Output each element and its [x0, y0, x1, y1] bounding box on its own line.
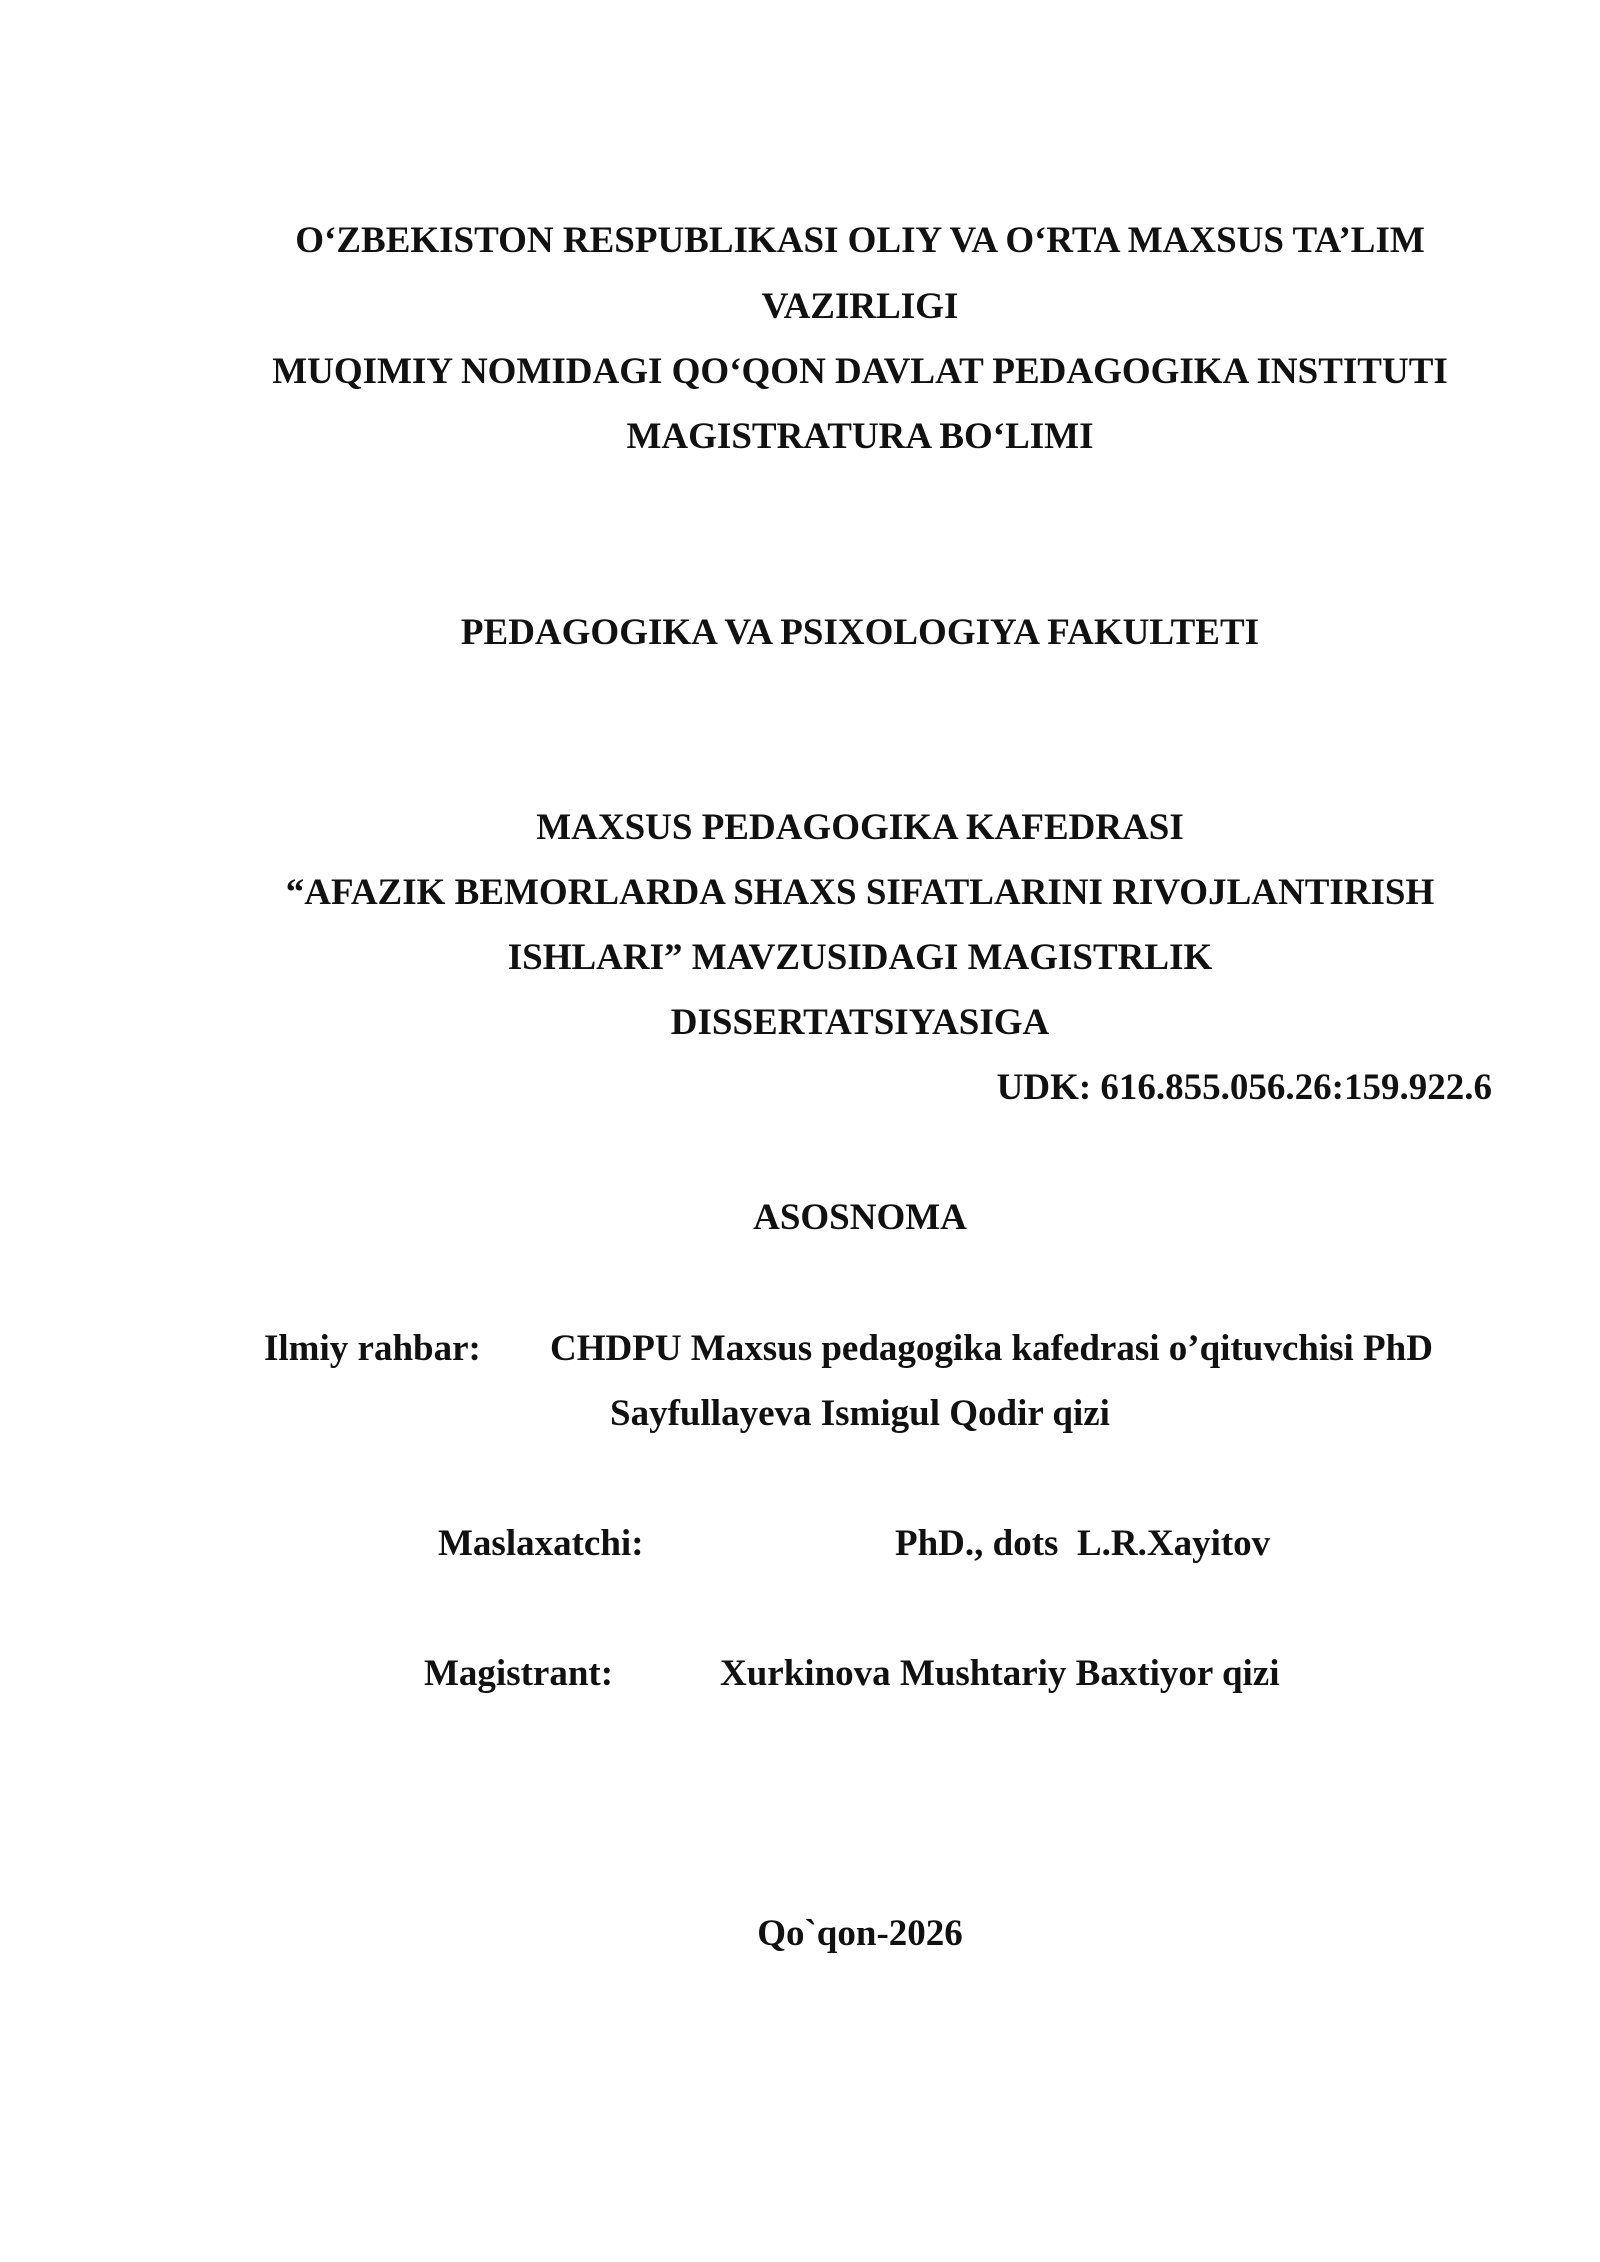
- ministry-line-1: O‘ZBEKISTON RESPUBLIKASI OLIY VA O‘RTA MAXSUS TA’LIM: [295, 220, 1425, 261]
- supervisor-line-1: CHDPU Maxsus pedagogika kafedrasi o’qituvchisi PhD: [550, 1328, 1433, 1369]
- student-label: Magistrant:: [424, 1653, 614, 1694]
- student-value: Xurkinova Mushtariy Baxtiyor qizi: [720, 1653, 1280, 1694]
- consultant-label: Maslaxatchi:: [438, 1523, 644, 1564]
- place-year: Qo`qon-2026: [757, 1913, 963, 1954]
- institute-name: MUQIMIY NOMIDAGI QO‘QON DAVLAT PEDAGOGIKA INSTITUTI: [272, 351, 1448, 392]
- udk-code: UDK: 616.855.056.26:159.922.6: [996, 1067, 1492, 1108]
- topic-line-2: ISHLARI” MAVZUSIDAGI MAGISTRLIK: [507, 937, 1213, 978]
- topic-line-3: DISSERTATSIYASIGA: [670, 1002, 1050, 1043]
- department-name: MAGISTRATURA BO‘LIMI: [626, 416, 1094, 457]
- document-type: ASOSNOMA: [753, 1197, 967, 1238]
- consultant-value: PhD., dots L.R.Xayitov: [895, 1523, 1271, 1564]
- supervisor-line-2: Sayfullayeva Ismigul Qodir qizi: [610, 1393, 1110, 1434]
- faculty-name: PEDAGOGIKA VA PSIXOLOGIYA FAKULTETI: [460, 612, 1260, 653]
- chair-name: MAXSUS PEDAGOGIKA KAFEDRASI: [536, 807, 1184, 848]
- ministry-line-2: VAZIRLIGI: [761, 286, 959, 327]
- supervisor-label: Ilmiy rahbar:: [264, 1328, 481, 1369]
- topic-line-1: “AFAZIK BEMORLARDA SHAXS SIFATLARINI RIVOJLANTIRISH: [285, 872, 1435, 913]
